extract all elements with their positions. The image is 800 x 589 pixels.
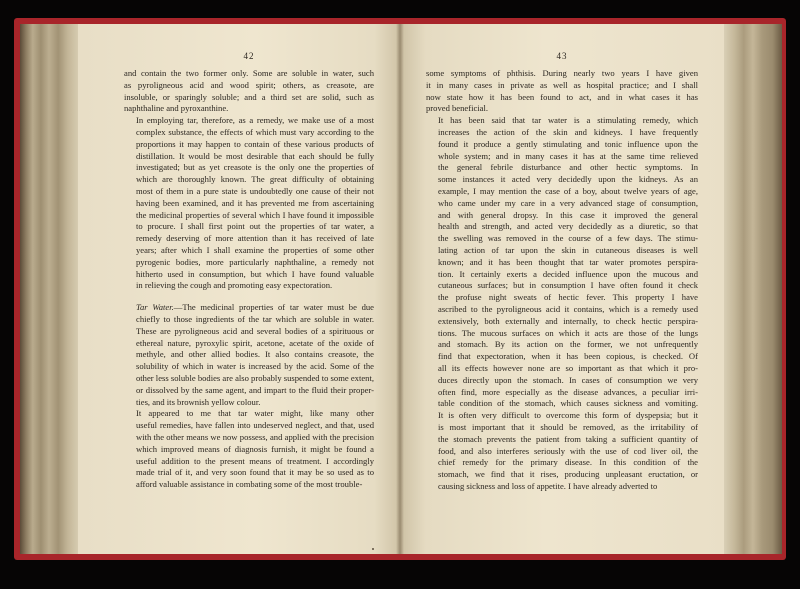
- text-line: known; and it has been thought that tar water promotes perspira-: [438, 256, 698, 267]
- page-number: 43: [556, 51, 568, 61]
- text-line: some symptoms of phthisis. During nearly two years I have given: [426, 68, 698, 78]
- text-line: which are thoroughly known. The great difficulty of obtaining: [136, 174, 374, 185]
- text-line: proved beneficial.: [426, 103, 489, 114]
- text-line: as pyroligneous acid and wood spirit; others, as creasote, are: [124, 79, 374, 90]
- text-line: with the other means we now possess, and applied with the precision: [136, 431, 374, 442]
- text-line: investigated; but as yet creasote is the only one the properties of: [136, 162, 374, 173]
- section-heading: Tar Water.: [136, 302, 174, 313]
- text-line: proportions it may happen to contain of these various products of: [136, 138, 374, 149]
- text-line: and with general dropsy. In this case it improved the general: [438, 209, 698, 220]
- text-line: table condition of the stomach, which causes sickness and vomiting.: [438, 398, 698, 409]
- text-line: who came under my care in a very advanced stage of consumption,: [438, 197, 698, 208]
- text-line: naphthaline and pyroxanthine.: [124, 103, 229, 114]
- text-line: In employing tar, therefore, as a remedy, we make use of a most: [136, 115, 374, 126]
- text-line: now state how it has been found to act, and in what cases it has: [426, 91, 698, 102]
- text-line: to procure. I shall first point out the properties of tar water, a: [136, 221, 374, 232]
- text-line: [124, 302, 374, 314]
- text-line: all its effects however none are so important as that which it pro-: [438, 362, 698, 373]
- text-line: the stomach prevents the patient from taking a sufficient quantity of: [438, 433, 698, 444]
- left-page-edges: [20, 24, 78, 554]
- paragraph: [124, 408, 374, 491]
- text-line: food, and also interferes seriously with the use of cod liver oil, the: [438, 445, 698, 456]
- paper-speck: [372, 548, 374, 550]
- text-line: it in many cases in private as well as hospital practice; and I shall: [426, 79, 698, 90]
- text-line: complex substance, the effects of which must vary according to the: [136, 126, 374, 137]
- page-text: [124, 68, 374, 491]
- text-line: pyrogenic bodies, more particularly naphthaline, a remedy not: [136, 256, 374, 267]
- text-line-rest: —The medicinal properties of tar water must be due: [173, 302, 374, 313]
- text-line: methyle, and other allied bodies. It also contains creasote, the: [136, 349, 374, 360]
- text-line: afford valuable assistance in combating some of the most trouble-: [136, 479, 363, 490]
- text-line: having been examined, and it has prevented me from ascertaining: [136, 197, 374, 208]
- text-line: It has been said that tar water is a stimulating remedy, which: [438, 115, 698, 126]
- text-line: is most important that it should be removed, as the irritability of: [438, 421, 698, 432]
- text-line: extensively, both externally and internally, to check hectic perspira-: [438, 315, 698, 326]
- text-line: lating action of tar upon the skin in cutaneous diseases is well: [438, 244, 698, 255]
- text-line: tion. It certainly exerts a decided influence upon the mucous and: [438, 268, 698, 279]
- text-line: insoluble, or sparingly soluble; and a third set are solid, such as: [124, 91, 374, 102]
- text-line: and contain the two former only. Some are soluble in water, such: [124, 68, 374, 78]
- paragraph: [124, 115, 374, 292]
- text-line: useful remedies, have fallen into undeserved neglect, and that, used: [136, 420, 374, 431]
- right-page: [400, 24, 724, 554]
- text-line: ascribed to the pyroligneous acid it contains, which is a remedy used: [438, 303, 698, 314]
- text-line: example, I may mention the case of a boy, about twelve years of age,: [438, 185, 698, 196]
- text-line: hitherto used in consumption, but which I have found valuable: [136, 268, 374, 279]
- text-line: It is often very difficult to overcome this form of dyspepsia; but it: [438, 410, 698, 421]
- text-line: increases the action of the skin and kidneys. I have frequently: [438, 126, 698, 137]
- text-line: other less soluble bodies are also probably suspended to some extent,: [136, 372, 374, 383]
- text-line: ties, and its brownish yellow colour.: [136, 396, 261, 407]
- left-page: [78, 24, 400, 554]
- text-line: solubility of which in water is increased by the acid. Some of the: [136, 361, 374, 372]
- text-line: remedy deserving of more attention than it has received of late: [136, 233, 374, 244]
- text-line: often find, more especially as the disease advances, a peculiar irri-: [438, 386, 698, 397]
- text-line: tions. The mucous surfaces on which it acts are those of the lungs: [438, 327, 698, 338]
- text-line: some instances it acted very decidedly upon the kidneys. As an: [438, 174, 698, 185]
- text-line: distillation. It would be most desirable that each should be fully: [136, 150, 374, 161]
- text-line: or dissolved by the same agent, and impart to the fluid their proper-: [136, 384, 374, 395]
- text-line: It appeared to me that tar water might, like many other: [136, 408, 374, 419]
- text-line: made trial of it, and very soon found that it may be so used as to: [136, 467, 374, 478]
- text-line: health and strength, and acted very decidedly as a diuretic, so that: [438, 221, 698, 232]
- text-line: and stomach. By its action on the former, we not unfrequently: [438, 339, 698, 350]
- paragraph: [426, 115, 698, 493]
- text-line: find that expectoration, when it has been copious, is checked. Of: [438, 351, 698, 362]
- right-page-edges: [724, 24, 782, 554]
- text-line: years; after which I shall examine the properties of some other: [136, 244, 374, 255]
- text-line: found it produce a gently stimulating and tonic influence upon the: [438, 138, 698, 149]
- page-text: [426, 68, 698, 493]
- text-line: the medicinal properties of several which I have found it impossible: [136, 209, 374, 220]
- text-line: useful addition to the present means of treatment. I accordingly: [136, 455, 374, 466]
- paragraph: [124, 68, 374, 115]
- text-line: in relieving the cough and promoting easy expectoration.: [136, 280, 333, 291]
- paragraph: [124, 302, 374, 408]
- text-line: ethereal nature, pyroxylic spirit, acetone, acetate of the oxide of: [136, 337, 374, 348]
- text-line: stomach, we find that it rises, producing unpleasant eructation, or: [438, 469, 698, 480]
- text-line: the profuse night sweats of hectic fever. This property I have: [438, 292, 698, 303]
- paragraph: [426, 68, 698, 115]
- text-line: chief remedy for the primary disease. In this condition of the: [438, 457, 698, 468]
- text-line: chiefly to those ingredients of the tar which are soluble in water.: [136, 313, 374, 324]
- page-number: 42: [243, 51, 255, 61]
- book-gutter: [396, 24, 404, 554]
- text-line: duces directly upon the stomach. In cases of consumption we very: [438, 374, 698, 385]
- text-line: most of them in a pure state is undoubtedly one cause of their not: [136, 185, 374, 196]
- text-line: These are pyroligneous acid and several bodies of a spirituous or: [136, 325, 374, 336]
- text-line: whole system; and in many cases it has at the same time relieved: [438, 150, 698, 161]
- text-line: cutaneous surfaces; but in consumption I have often found it check: [438, 280, 698, 291]
- text-line: the swelling was removed in the course of a few days. The stimu-: [438, 233, 698, 244]
- text-line: which improved means of diagnosis furnish, it might be found a: [136, 443, 374, 454]
- text-line: the general febrile disturbance and other hectic symptoms. In: [438, 162, 698, 173]
- text-line: causing sickness and loss of appetite. I have already adverted to: [438, 480, 658, 491]
